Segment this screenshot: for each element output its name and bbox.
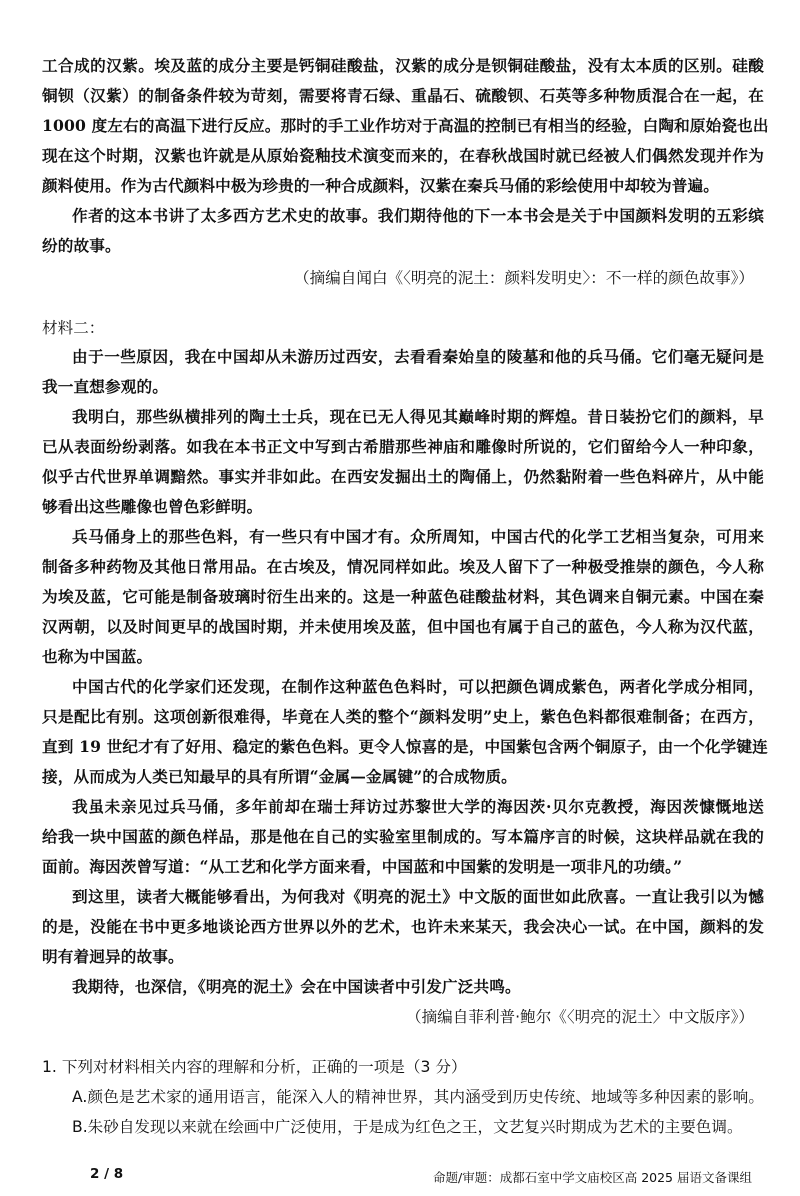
text-line: 面前。海因茨曾写道：“从工艺和化学方面来看，中国蓝和中国紫的发明是一项非凡的功绩。” <box>42 857 683 876</box>
text-line: 给我一块中国蓝的颜色样品，那是他在自己的实验室里制成的。写本篇序言的时候，这块样品就在我的 <box>42 827 764 846</box>
text-line: 兵马俑身上的那些色料，有一些只有中国才有。众所周知，中国古代的化学工艺相当复杂，可用来 <box>72 527 764 546</box>
text-line: 为埃及蓝，它可能是制备玻璃时衍生出来的。这是一种蓝色硅酸盐材料，其色调来自铜元素。中国在秦 <box>42 587 764 606</box>
question-stem: 1. 下列对材料相关内容的理解和分析，正确的一项是（3 分） <box>42 1058 467 1076</box>
text-line: 铜钡（汉紫）的制备条件较为苛刻，需要将青石绿、重晶石、硫酸钡、石英等多种物质混合在一起，在 <box>42 86 764 105</box>
text-line: 工合成的汉紫。埃及蓝的成分主要是钙铜硅酸盐，汉紫的成分是钡铜硅酸盐，没有太本质的区别。硅酸 <box>42 56 764 75</box>
text-line: 现在这个时期，汉紫也许就是从原始瓷釉技术演变而来的，在春秋战国时就已经被人们偶然发现并作为 <box>42 146 764 165</box>
text-line: 纷的故事。 <box>42 236 121 255</box>
footer-credit: 命题/审题：成都石室中学文庙校区高 2025 届语文备课组 <box>433 1170 752 1185</box>
text-line: 明有着迥异的故事。 <box>42 947 184 966</box>
material2-source: （摘编自菲利普·鲍尔《〈明亮的泥土〉中文版序》） <box>405 1008 754 1026</box>
text-line: 到这里，读者大概能够看出，为何我对《明亮的泥土》中文版的面世如此欣喜。一直让我引以为憾 <box>72 887 764 906</box>
material1-source: （摘编自闻白《〈明亮的泥土：颜料发明史〉：不一样的颜色故事》） <box>293 269 754 287</box>
text-line: 只是配比有别。这项创新很难得，毕竟在人类的整个“颜料发明”史上，紫色色料都很难制备；在西方， <box>42 707 764 726</box>
text-line: 我明白，那些纵横排列的陶土士兵，现在已无人得见其巅峰时期的辉煌。昔日装扮它们的颜料，早 <box>72 407 764 426</box>
text-line: 汉两朝，以及时间更早的战国时期，并未使用埃及蓝，但中国也有属于自己的蓝色，今人称为汉代蓝， <box>42 617 764 636</box>
text-line: 中国古代的化学家们还发现，在制作这种蓝色色料时，可以把颜色调成紫色，两者化学成分相同， <box>72 677 764 696</box>
text-line: 接，从而成为人类已知最早的具有所谓“金属—金属键”的合成物质。 <box>42 767 517 786</box>
text-line: 制备多种药物及其他日常用品。在古埃及，情况同样如此。埃及人留下了一种极受推崇的颜色，今人称 <box>42 557 764 576</box>
text-line: 1000 度左右的高温下进行反应。那时的手工业作坊对于高温的控制已有相当的经验，白陶和原始瓷也出 <box>42 116 769 135</box>
text-line: 由于一些原因，我在中国却从未游历过西安，去看看秦始皇的陵墓和他的兵马俑。它们毫无疑问是 <box>72 347 764 366</box>
text-line: 的是，没能在书中更多地谈论西方世界以外的艺术，也许未来某天，我会决心一试。在中国，颜料的发 <box>42 917 764 936</box>
text-line: 够看出这些雕像也曾色彩鲜明。 <box>42 497 263 516</box>
text-line: 似乎古代世界单调黯然。事实并非如此。在西安发掘出土的陶俑上，仍然黏附着一些色料碎片，从中能 <box>42 467 764 486</box>
material2-label: 材料二： <box>42 319 105 337</box>
text-line: 直到 19 世纪才有了好用、稳定的紫色色料。更令人惊喜的是，中国紫包含两个铜原子，由一个化学键连 <box>42 737 768 756</box>
option-a: A.颜色是艺术家的通用语言，能深入人的精神世界，其内涵受到历史传统、地域等多种因素的影响。 <box>72 1088 764 1106</box>
text-line: 我虽未亲见过兵马俑，多年前却在瑞士拜访过苏黎世大学的海因茨·贝尔克教授，海因茨慷慨地送 <box>72 797 764 816</box>
text-line: 也称为中国蓝。 <box>42 647 153 666</box>
option-b: B.朱砂自发现以来就在绘画中广泛使用，于是成为红色之王，文艺复兴时期成为艺术的主要色调。 <box>72 1118 743 1136</box>
page-number: 2 / 8 <box>90 1166 124 1182</box>
text-line: 颜料使用。作为古代颜料中极为珍贵的一种合成颜料，汉紫在秦兵马俑的彩绘使用中却较为普遍。 <box>42 176 719 195</box>
text-line: 我期待，也深信，《明亮的泥土》会在中国读者中引发广泛共鸣。 <box>72 977 521 996</box>
text-line: 已从表面纷纷剥落。如我在本书正文中写到古希腊那些神庙和雕像时所说的，它们留给今人一种印象， <box>42 437 764 456</box>
text-line: 我一直想参观的。 <box>42 377 168 396</box>
text-line: 作者的这本书讲了太多西方艺术史的故事。我们期待他的下一本书会是关于中国颜料发明的五彩缤 <box>72 206 764 225</box>
